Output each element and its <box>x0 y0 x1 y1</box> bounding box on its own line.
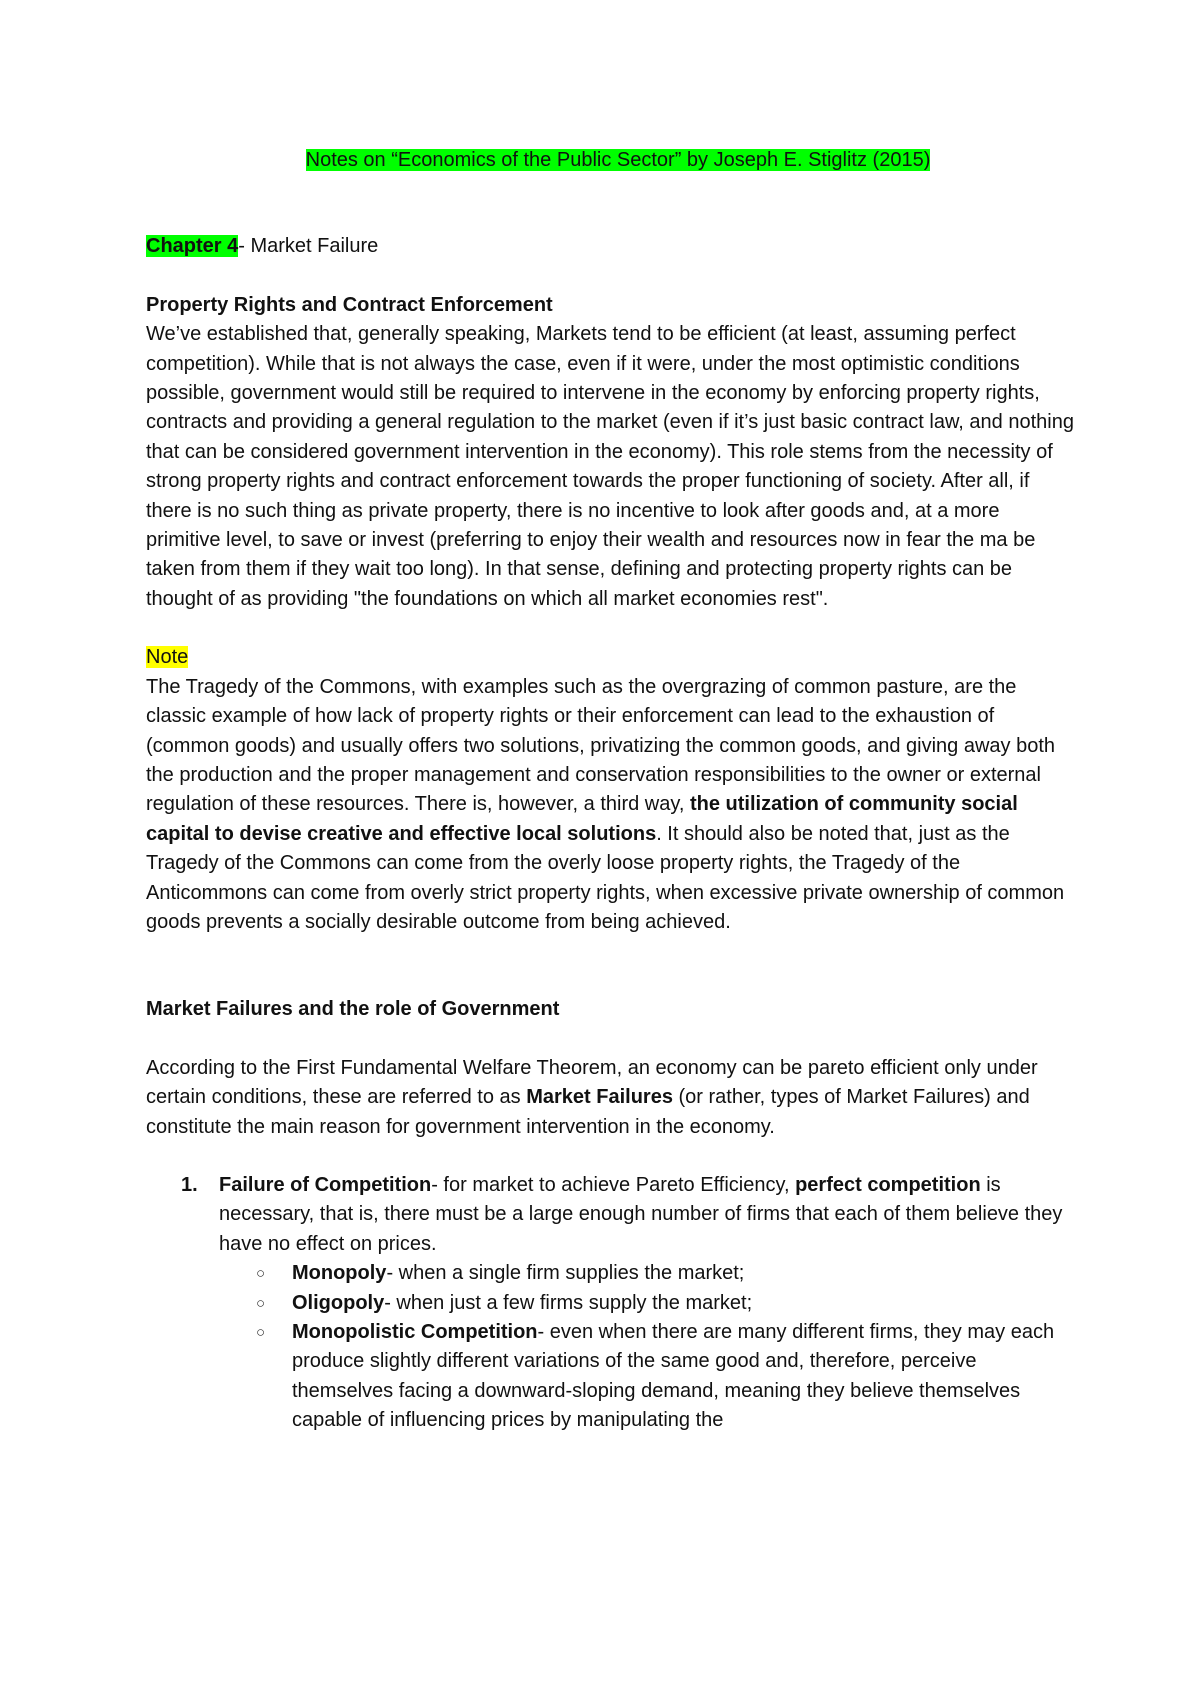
bullet-item: ○ Oligopoly- when just a few firms supply the market; <box>292 1289 1076 1318</box>
note-label-line <box>146 643 1076 672</box>
numbered-list <box>146 1171 1076 1436</box>
note-body: The Tragedy of the Commons, with examples such as the overgrazing of common pasture, are the classic example of how lack of property rights or their enforcement can lead to the exhaustion of (common goods) and usually offers two solutions, privatizing the common goods, and giving away both the production and the proper management and conservation responsibilities to the owner or external regulation of these resources. There is, however, a third way, the utilization of community social capital to devise creative and effective local solutions. It should also be noted that, just as the Tragedy of the Commons can come from the overly loose property rights, the Tragedy of the Anticommons can come from overly strict property rights, when excessive private ownership of common goods prevents a socially desirable outcome from being achieved. <box>146 675 1065 933</box>
chapter-label: Chapter 4 <box>146 235 239 258</box>
chapter-heading <box>146 232 1076 261</box>
hollow-circle-bullet-icon: ○ <box>256 1324 266 1341</box>
bullet-item: ○ Monopolistic Competition- even when there are many different firms, they may each produce slightly different variations of the same good and, therefore, perceive themselves facing a downward-sloping demand, meaning they believe themselves capable of influencing prices by manipulating the <box>292 1318 1076 1436</box>
section-body-property-rights: We’ve established that, generally speaking, Markets tend to be efficient (at least, assuming perfect competition). While that is not always the case, even if it were, under the most optimistic conditions possible, government would still be required to intervene in the economy by enforcing property rights, contracts and providing a general regulation to the market (even if it’s just basic contract law, and nothing that can be considered government intervention in the economy). This role stems from the necessity of strong property rights and contract enforcement towards the proper functioning of society. After all, if there is no such thing as private property, there is no incentive to look after goods and, at a more primitive level, to save or invest (preferring to enjoy their wealth and resources now in fear the ma be taken from them if they wait too long). In that sense, defining and protecting property rights can be thought of as providing "the foundations on which all market economies rest". <box>146 323 1074 610</box>
section-heading-property-rights: Property Rights and Contract Enforcement <box>146 293 553 316</box>
note-label: Note <box>146 646 189 669</box>
document-content <box>146 146 1076 1436</box>
list-item: 1. Failure of Competition- for market to achieve Pareto Efficiency, perfect competition is necessary, that is, there must be a large enough number of firms that each of them believe they have no effect on prices. ○ Monopoly- when a single firm supplies the market; ○ Oligopoly- when just a few firms supply the market; ○ Monopolistic Competition- even when there are many different firms, they may each produce slightly different variations of the same good and, therefore, perceive themselves facing a downward-sloping demand, meaning they believe themselves capable of influencing prices by manipulating the <box>219 1171 1076 1436</box>
document-title-line <box>146 146 1076 175</box>
bullet-list <box>219 1259 1076 1435</box>
chapter-title: - Market Failure <box>238 235 379 258</box>
hollow-circle-bullet-icon: ○ <box>256 1294 266 1312</box>
list-item-number: 1. <box>181 1173 198 1196</box>
note-bold-phrase: the utilization of community social capital to devise creative and effective local solutions <box>146 793 1018 845</box>
section-intro-market-failures: According to the First Fundamental Welfare Theorem, an economy can be pareto efficient only under certain conditions, these are referred to as Market Failures (or rather, types of Market Failures) and constitute the main reason for government intervention in the economy. <box>146 1056 1038 1138</box>
document-title: Notes on “Economics of the Public Sector” by Joseph E. Stiglitz (2015) <box>305 149 931 171</box>
section-heading-market-failures: Market Failures and the role of Government <box>146 998 560 1021</box>
market-failures-term: Market Failures <box>526 1086 673 1109</box>
hollow-circle-bullet-icon: ○ <box>256 1265 266 1283</box>
bullet-item: ○ Monopoly- when a single firm supplies the market; <box>292 1259 1076 1288</box>
